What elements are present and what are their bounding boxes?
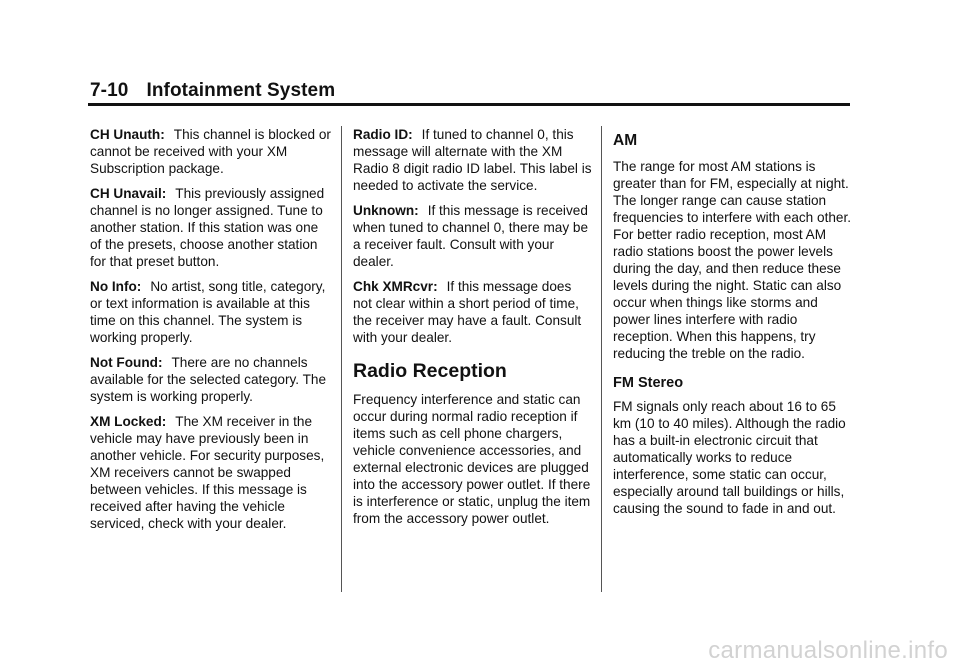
definition-radio-id: [353, 126, 593, 194]
term: Chk XMRcvr:: [353, 279, 438, 294]
term: Not Found:: [90, 355, 163, 370]
term: CH Unavail:: [90, 186, 167, 201]
term: Unknown:: [353, 203, 419, 218]
definition-xm-locked: [90, 413, 332, 532]
subheading-fm-stereo: FM Stereo: [613, 375, 684, 391]
definition: If tuned to channel 0, this message will alternate with the XM Radio 8 digit radio ID label. This label is needed to activate the service.: [353, 127, 592, 193]
fm-paragraph: FM signals only reach about 16 to 65 km (10 to 40 miles). Although the radio has a built-in electronic circuit that automatically works to reduce interference, some static can occur, especially around tall buildings or hills, causing the sound to fade in and out.: [613, 399, 846, 516]
column-2: [353, 126, 593, 535]
definition: The XM receiver in the vehicle may have previously been in another vehicle. For security purposes, XM receivers cannot be swapped between vehicles. If this message is received after having the vehicle serviced, check with your dealer.: [90, 414, 325, 531]
term: No Info:: [90, 279, 142, 294]
column-divider-2: [601, 126, 602, 592]
definition-ch-unavail: [90, 185, 332, 270]
definition: There are no channels available for the selected category. The system is working properly.: [90, 355, 327, 404]
term: CH Unauth:: [90, 127, 165, 142]
definition: If this message is received when tuned to channel 0, there may be a receiver fault. Consult with your dealer.: [353, 203, 589, 269]
term: XM Locked:: [90, 414, 167, 429]
column-3: [613, 126, 853, 525]
header-rule: [88, 103, 850, 106]
definition-chk-xmrcvr: [353, 278, 593, 346]
definition: No artist, song title, category, or text information is available at this time on this channel. The system is working properly.: [90, 279, 326, 345]
column-1: [90, 126, 332, 540]
am-paragraph: The range for most AM stations is greater than for FM, especially at night. The longer range can cause station frequencies to interfere with each other. For better radio reception, most AM radio stations boost the power levels during the day, and then reduce these levels during the night. Static can also occur when things like storms and power lines interfere with radio reception. When this happens, try reducing the treble on the radio.: [613, 159, 852, 361]
chapter-title: Infotainment System: [146, 80, 336, 101]
page-number: 7-10: [90, 80, 129, 101]
definition-not-found: [90, 354, 332, 405]
definition: This channel is blocked or cannot be received with your XM Subscription package.: [90, 127, 331, 176]
definition: If this message does not clear within a short period of time, the receiver may have a fault. Consult with your dealer.: [353, 279, 582, 345]
subheading-am: AM: [613, 132, 638, 149]
definition-ch-unauth: [90, 126, 332, 177]
section-heading-radio-reception: Radio Reception: [353, 360, 507, 382]
term: Radio ID:: [353, 127, 413, 142]
definition: This previously assigned channel is no longer assigned. Tune to another station. If this station was one of the presets, choose another station for that preset button.: [90, 186, 325, 269]
radio-reception-paragraph: Frequency interference and static can occur during normal radio reception if items such as cell phone chargers, vehicle convenience accessories, and external electronic devices are plugged into the accessory power outlet. If there is interference or static, unplug the item from the accessory power outlet.: [353, 392, 591, 526]
definition-no-info: [90, 278, 332, 346]
page-header: [90, 80, 335, 102]
definition-unknown: [353, 202, 593, 270]
column-divider-1: [341, 126, 342, 592]
watermark: carmanualsonline.info: [708, 637, 948, 664]
